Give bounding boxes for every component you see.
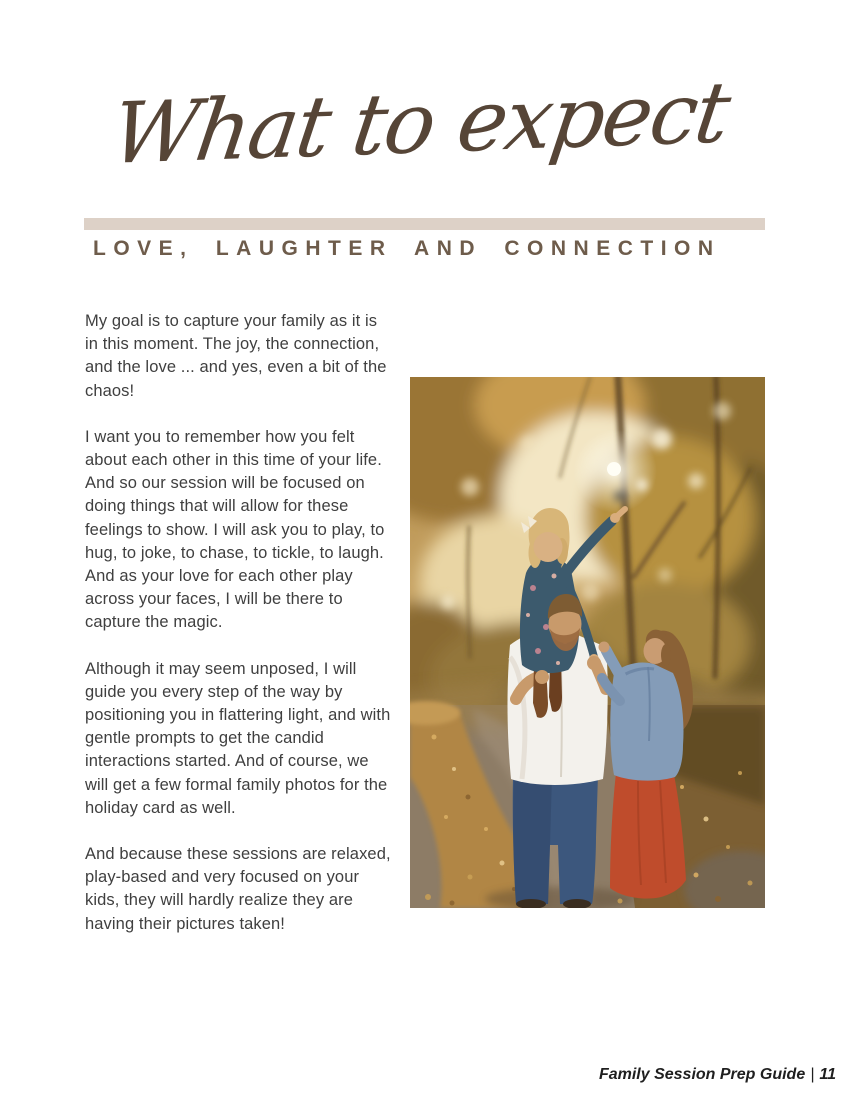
title-underline-bar	[84, 218, 765, 230]
paragraph-2: I want you to remember how you felt about each other in this time of your life. And so our session will be focused on doing things that will allow for these feelings to show. I will ask you to play, to hug, to joke, to chase, to tickle, to laugh. And as your love for each other play across your faces, I will be there to capture the magic.	[85, 427, 385, 632]
family-photo-illustration	[410, 377, 765, 908]
paragraph-3: Although it may seem unposed, I will guide you every step of the way by positioning you in flattering light, and with gentle prompts to get the candid interactions started. And of course, we will get a few formal family photos for the holiday card as well.	[85, 659, 391, 817]
paragraph-4: And because these sessions are relaxed, play-based and very focused on your kids, they will hardly realize they are having their pictures taken!	[85, 845, 391, 933]
page-footer	[599, 1066, 836, 1084]
footer-separator: |	[810, 1066, 815, 1083]
body-text-column	[85, 310, 391, 959]
footer-guide-title: Family Session Prep Guide	[598, 1066, 806, 1083]
footer-page-number: 11	[819, 1066, 836, 1083]
paragraph-1: My goal is to capture your family as it is in this moment. The joy, the connection, and the love ... and yes, even a bit of the chaos!	[85, 312, 387, 400]
page-title: What to expect	[105, 62, 735, 184]
family-photo	[410, 377, 765, 908]
page-subtitle: LOVE, LAUGHTER AND CONNECTION	[93, 237, 721, 260]
